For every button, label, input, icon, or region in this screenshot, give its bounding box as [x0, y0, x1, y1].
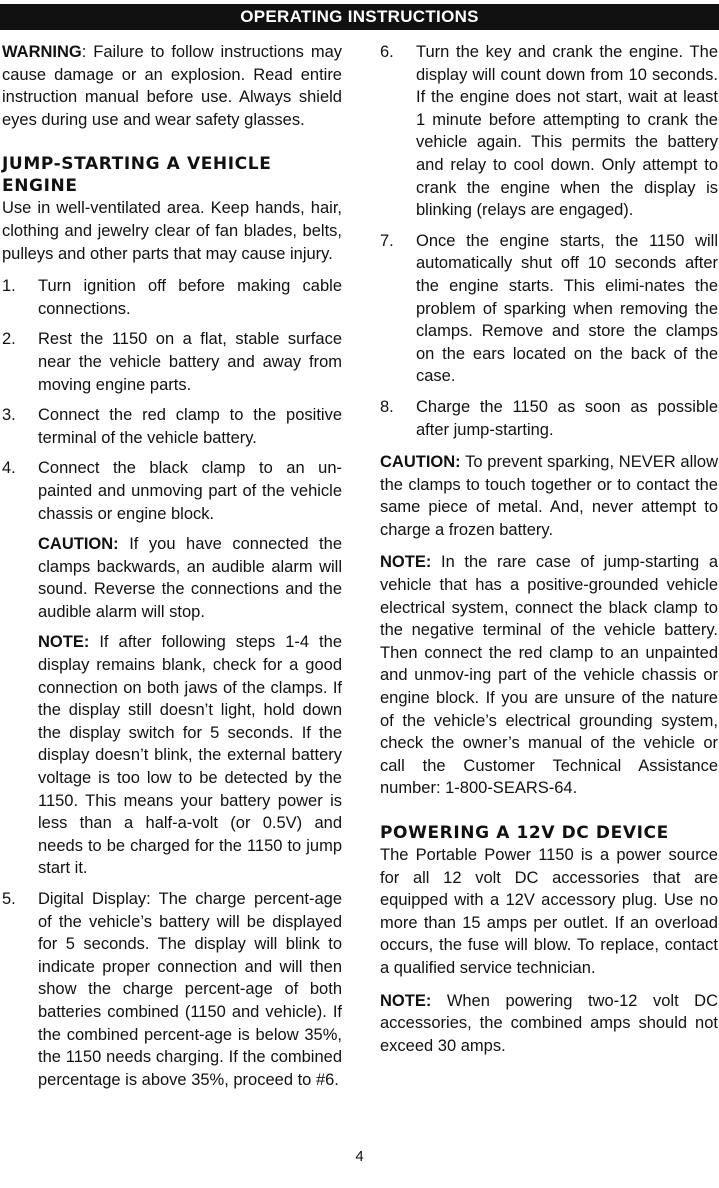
note-label: NOTE: [38, 633, 90, 652]
step-item [2, 888, 342, 1091]
warning-label: WARNING [2, 43, 82, 61]
step-item [2, 457, 342, 525]
power-dc-paragraph: The Portable Power 1150 is a power source for all 12 volt DC accessories that are equipped with a 12V accessory plug. Use no more than 15 amps per outlet. If an overload occurs, the fuse will blow. To replace, contact a qualified service technician. [380, 846, 718, 977]
step4-caution [38, 533, 342, 623]
step-text: Once the engine starts, the 1150 will automatically shut off 10 seconds after the engine starts. This elimi-nates the problem of sparking when removing the clamps. Remove and store the clamps on the ears located on the back of the case. [416, 231, 718, 386]
step-item [2, 328, 342, 396]
step-number: 7. [380, 231, 394, 250]
step-text: Rest the 1150 on a flat, stable surface near the vehicle battery and away from moving engine parts. [38, 330, 342, 394]
step-number: 6. [380, 43, 394, 61]
jump-start-steps-left [2, 275, 342, 525]
jump-start-intro: Use in well-ventilated area. Keep hands, hair, clothing and jewelry clear of fan blades, belts, pulleys and other parts that may cause injury. [2, 199, 342, 263]
step4-note [38, 631, 342, 880]
step-number: 4. [2, 459, 16, 478]
page-number: 4 [355, 1148, 364, 1165]
step-item [380, 396, 718, 441]
step-item [380, 41, 718, 222]
left-column [2, 41, 342, 1091]
warning-text: : Failure to follow instructions may cause damage or an explosion. Read entire instruction manual before use. Always shield eyes during use and wear safety glasses. [2, 43, 342, 129]
step-number: 5. [2, 890, 16, 908]
step-text: Turn the key and crank the engine. The display will count down from 10 seconds. If the engine does not start, wait at least 1 minute before attempting to crank the vehicle again. This permits the battery and relay to cool down. Only attempt to crank the engine when the display is blinking (relays are engaged). [416, 43, 718, 220]
step-text: Turn ignition off before making cable connections. [38, 277, 342, 318]
power-dc-heading: POWERING A 12V DC DEVICE [380, 823, 669, 843]
note-text: When powering two-12 volt DC accessories, the combined amps should not exceed 30 amps. [380, 991, 718, 1055]
jump-start-steps-right [380, 41, 718, 441]
step-number: 3. [2, 406, 16, 425]
page-header: OPERATING INSTRUCTIONS [0, 4, 719, 30]
right-column [380, 41, 718, 1057]
caution-label: CAUTION: [380, 453, 461, 472]
step-item [2, 404, 342, 449]
caution-paragraph [380, 451, 718, 541]
step-text: Connect the red clamp to the positive terminal of the vehicle battery. [38, 406, 342, 447]
step-number: 8. [380, 397, 394, 416]
note-label: NOTE: [380, 991, 432, 1010]
note-label: NOTE: [380, 553, 432, 572]
note-text: In the rare case of jump-starting a vehicle that has a positive-grounded vehicle electrical system, connect the black clamp to the negative terminal of the vehicle battery. Then connect the red clamp to an unpainted and unmov-ing part of the vehicle chassis or engine block. If you are unsure of the nature of the vehicle’s electrical grounding system, check the owner’s manual of the vehicle or call the Customer Technical Assistance number: 1-800-SEARS-64. [380, 553, 718, 798]
caution-text: If you have connected the clamps backwards, an audible alarm will sound. Reverse the connections and the audible alarm will stop. [38, 535, 342, 621]
power-dc-note [380, 990, 718, 1058]
step-item [380, 230, 718, 388]
note-text: If after following steps 1-4 the display remains blank, check for a good connection on both jaws of the clamps. If the display still doesn’t light, hold down the display switch for 5 seconds. If the display doesn’t blink, the external battery voltage is too low to be detected by the 1150. This means your battery power is less than a half-a-volt (or 0.5V) and needs to be charged for the 1150 to jump start it. [38, 633, 342, 878]
step-number: 2. [2, 330, 16, 349]
step-item [2, 275, 342, 320]
step-number: 1. [2, 277, 16, 296]
jump-start-steps-left-cont [2, 888, 342, 1091]
warning-paragraph [2, 41, 342, 131]
step-text: Digital Display: The charge percent-age of the vehicle’s battery will be displayed for 5 seconds. The display will blink to indicate proper connection and will then show the charge percent-age of both batteries combined (1150 and vehicle). If the combined percent-age is below 35%, the 1150 needs charging. If the combined percentage is above 35%, proceed to #6. [38, 890, 342, 1089]
caution-text: To prevent sparking, NEVER allow the clamps to touch together or to contact the same piece of metal. And, never attempt to charge a frozen battery. [380, 453, 718, 539]
step-text: Connect the black clamp to an un-painted and unmoving part of the vehicle chassis or engine block. [38, 459, 342, 523]
caution-label: CAUTION: [38, 535, 119, 554]
note-paragraph [380, 551, 718, 800]
jump-start-heading: JUMP-STARTING A VEHICLE ENGINE [2, 154, 272, 197]
step-text: Charge the 1150 as soon as possible after jump-starting. [416, 397, 718, 439]
